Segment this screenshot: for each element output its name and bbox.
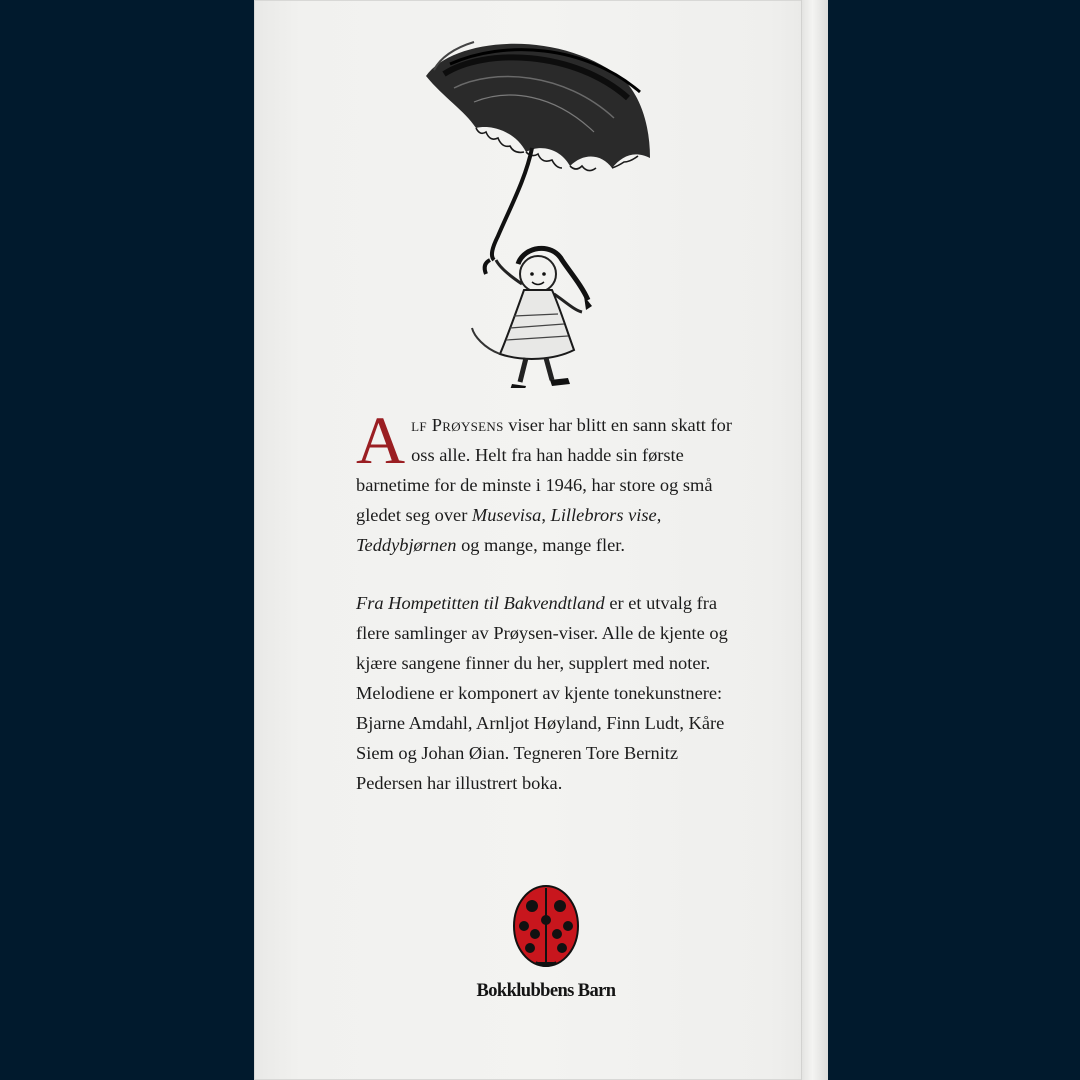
song-title-musevisa: Musevisa xyxy=(471,505,542,525)
blurb-p2-text: er et utvalg fra flere samlinger av Prøysen-viser. Alle de kjente og kjære sangene finner du her, supplert med noter. Melodiene er komponert av kjente tonekunstnere: Bjarne Amdahl, Arnljot Høyland, Finn Ludt, Kåre Siem og Johan Øian. Tegneren Tore Bernitz Pedersen har illustrert boka. xyxy=(356,593,728,793)
book-back-cover xyxy=(254,0,828,1080)
blurb-p1-sep-1: , xyxy=(541,505,551,525)
ladybug-logo-icon xyxy=(510,884,582,970)
blurb-text xyxy=(356,402,746,798)
girl-with-umbrella-illustration xyxy=(414,28,654,388)
book-title: Fra Hompetitten til Bakvendtland xyxy=(356,593,605,613)
blurb-p1-text-2: og mange, mange fler. xyxy=(456,535,625,555)
blurb-paragraph-1 xyxy=(356,402,746,560)
drop-cap: A xyxy=(356,402,406,478)
blurb-p1-sep-2: , xyxy=(656,505,662,525)
song-title-teddybjornen: Teddybjørnen xyxy=(356,535,457,555)
song-title-lillebrors-vise: Lillebrors vise xyxy=(550,505,657,525)
author-name-smallcaps: lf Prøysens xyxy=(411,415,504,435)
publisher-name: Bokklubbens Barn xyxy=(476,981,616,1001)
blurb-p1-text-1: viser har blitt en sann skatt for oss alle. Helt fra han hadde sin første barnetime for de minste i 1946, har store og små gledet seg over xyxy=(356,415,732,525)
blurb-paragraph-2 xyxy=(356,588,746,798)
cover-edge xyxy=(801,0,828,1080)
publisher-logo xyxy=(466,884,626,1002)
